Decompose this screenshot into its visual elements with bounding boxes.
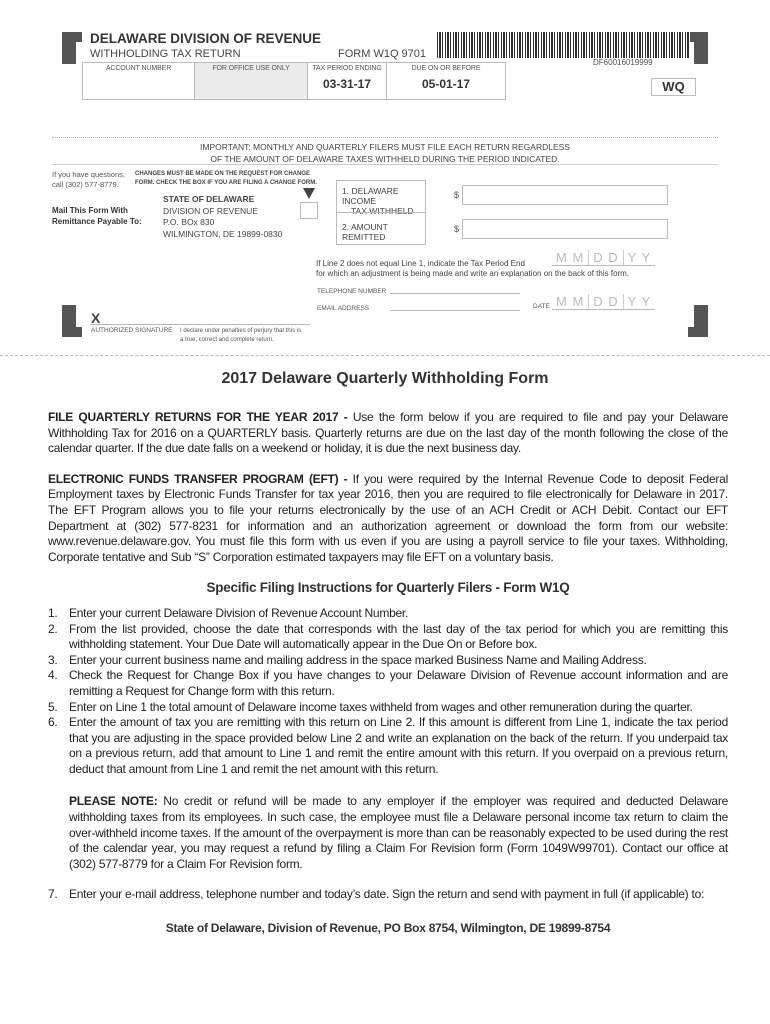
signature-x: X	[91, 310, 101, 326]
registration-mark-bl	[62, 327, 82, 337]
return-title: WITHHOLDING TAX RETURN	[90, 48, 241, 60]
arrow-down-icon	[303, 188, 315, 199]
cut-line	[0, 355, 770, 356]
important-line-2: OF THE AMOUNT OF DELAWARE TAXES WITHHELD DURING THE PERIOD INDICATED.	[210, 154, 560, 164]
divider	[52, 137, 718, 138]
list-item	[48, 887, 728, 903]
step-text: Check the Request for Change Box if you have changes to your Delaware Division of Revenue account information and are remitting a Request for Change form with this return.	[69, 668, 728, 698]
tax-period-value: 03-31-17	[322, 77, 372, 91]
changes-line-1: CHANGES MUST BE MADE ON THE REQUEST FOR CHANGE	[135, 171, 311, 177]
income-tax-withheld-input[interactable]	[462, 185, 668, 205]
line-2-label: 2. AMOUNT REMITTED	[342, 222, 388, 242]
list-item	[48, 715, 728, 777]
eft-paragraph	[48, 472, 728, 566]
mail-line-1: Mail This Form With	[52, 206, 128, 215]
signature-label: AUTHORIZED SIGNATURE	[91, 327, 173, 334]
telephone-input[interactable]	[390, 293, 520, 294]
year-field: Y Y	[627, 250, 652, 265]
due-date-label: DUE ON OR BEFORE	[411, 65, 481, 72]
instructions-body	[48, 410, 728, 937]
form-id: FORM W1Q 9701	[338, 48, 427, 60]
adjustment-line-1: If Line 2 does not equal Line 1, indicate the Tax Period End	[316, 259, 525, 268]
address-line: DIVISION OF REVENUE	[163, 205, 258, 216]
questions-text	[52, 170, 125, 190]
day-field: D D	[589, 250, 623, 265]
office-use-box	[194, 62, 308, 100]
dollar-sign: $	[454, 190, 460, 200]
step-text: From the list provided, choose the date that corresponds with the last day of the tax period for which you are remitting this withholding statement. Your Due Date will automatically appear in the Due On or Before box.	[69, 621, 728, 652]
account-number-field[interactable]	[82, 62, 195, 100]
line-1-label-box	[336, 180, 426, 216]
address-line: P.O. BOx 830	[163, 217, 215, 227]
important-line-1: IMPORTANT: MONTHLY AND QUARTERLY FILERS MUST FILE EACH RETURN REGARDLESS	[200, 142, 570, 152]
declaration-line-1: I declare under penalties of perjury that this is	[180, 328, 302, 334]
important-notice	[52, 141, 718, 165]
change-form-checkbox[interactable]	[300, 202, 318, 219]
step-number: 2.	[48, 621, 58, 636]
step-number: 4.	[48, 668, 58, 683]
email-label: EMAIL ADDRESS	[317, 305, 370, 312]
questions-line: If you have questions,	[52, 170, 125, 179]
step-number: 5.	[48, 699, 58, 714]
month-field: M M	[552, 294, 589, 309]
instructions-title: 2017 Delaware Quarterly Withholding Form	[221, 370, 549, 387]
adjustment-period-input[interactable]	[552, 250, 655, 266]
note-text: No credit or refund will be made to any employer if the employer was required and deducted Delaware withholding taxes from its employees. In such case, the employee must file a Delaware personal income tax return to claim the over-withheld income taxes. If the amount of the overpayment is more than can be reasonably expected to be used during the rest of the calendar year, you may request a refund by filing a Claim For Revision form (Form 1049W99701). Contact our office at (302) 577-8779 for a Claim For Revision form.	[69, 794, 728, 871]
step-number: 1.	[48, 605, 58, 620]
month-field: M M	[552, 250, 589, 265]
day-field: D D	[589, 294, 623, 309]
registration-mark-tl	[62, 32, 82, 42]
form-code-box	[651, 78, 696, 96]
step-text: Enter your e-mail address, telephone number and today’s date. Sign the return and send with payment in full (if applicable) to:	[69, 887, 705, 902]
please-note	[48, 794, 728, 872]
list-item	[48, 622, 728, 653]
steps-list	[48, 606, 728, 778]
step-number: 3.	[48, 652, 58, 667]
line-2-label-box	[336, 212, 426, 245]
signature-input[interactable]	[90, 324, 310, 325]
steps-list	[48, 887, 728, 903]
mail-line-2: Remittance Payable To:	[52, 217, 142, 226]
step-text: Enter on Line 1 the total amount of Delaware income taxes withheld from wages and other remuneration during the quarter.	[69, 699, 693, 714]
signature-date-input[interactable]	[552, 294, 655, 310]
year-field: Y Y	[627, 294, 652, 309]
list-item	[48, 653, 728, 669]
tax-period-box	[307, 62, 387, 100]
eft-heading: ELECTRONIC FUNDS TRANSFER PROGRAM (EFT) -	[48, 471, 348, 486]
address-line: WILMINGTON, DE 19899-0830	[163, 228, 283, 239]
amount-remitted-input[interactable]	[462, 219, 668, 239]
quarterly-paragraph	[48, 410, 728, 457]
step-text: Enter your current business name and mailing address in the space marked Business Name and Mailing Address.	[69, 652, 647, 667]
declaration-line-2: a true, correct and complete return.	[180, 336, 274, 343]
registration-mark-br	[688, 327, 708, 337]
agency-title: DELAWARE DIVISION OF REVENUE	[90, 31, 322, 46]
divider	[52, 164, 718, 165]
list-item	[48, 668, 728, 699]
filing-instructions-title: Specific Filing Instructions for Quarterly Filers - Form W1Q	[206, 580, 570, 596]
account-number-label: ACCOUNT NUMBER	[105, 65, 172, 72]
list-item	[48, 700, 728, 716]
barcode-code: DF60016019999	[593, 58, 653, 67]
note-heading: PLEASE NOTE:	[69, 794, 158, 809]
mailing-address	[163, 194, 282, 240]
step-number: 7.	[48, 887, 58, 902]
changes-line-2: FORM. CHECK THE BOX IF YOU ARE FILING A CHANGE FORM.	[135, 180, 317, 186]
form-code: WQ	[662, 79, 685, 94]
step-text: Enter your current Delaware Division of Revenue Account Number.	[69, 605, 409, 620]
list-item	[48, 606, 728, 622]
mailing-address-footer: State of Delaware, Division of Revenue, PO Box 8754, Wilmington, DE 19899-8754	[165, 921, 611, 936]
questions-phone: call (302) 577-8779.	[52, 180, 119, 189]
due-date-box	[386, 62, 506, 100]
mail-label	[52, 205, 142, 227]
dollar-sign: $	[454, 224, 460, 234]
adjustment-line-2: for which an adjustment is being made and write an explanation on the back of this form.	[316, 269, 630, 278]
email-input[interactable]	[390, 310, 520, 311]
barcode	[437, 32, 690, 58]
eft-text: If you were required by the Internal Revenue Code to deposit Federal Employment taxes by Electronic Funds Transfer for tax year 2016, then you are required to file electronically for Delaware in 2017. The EFT Program allows you to file your returns electronically by the use of an ACH Credit or ACH Debit. Contact our EFT Department at (302) 577-8231 for information and an authorization agreement or download the form from our website: www.revenue.delaware.gov. You must file this form with us even if you are using a payroll service to file your taxes. Withholding, Corporate tentative and Sub “S” Corporation estimated taxpayers may file EFT on a voluntary basis.	[48, 471, 728, 564]
date-label: DATE	[533, 303, 550, 310]
line-1-label: 1. DELAWARE INCOME	[342, 186, 399, 206]
declaration	[180, 327, 301, 344]
line-1-label-2: TAX WITHHELD	[351, 206, 414, 216]
step-text: Enter the amount of tax you are remitting with this return on Line 2. If this amount is different from Line 1, indicate the tax period that you are adjusting in the space provided below Line 2 and write an explanation on the back of the return. If you underpaid tax on a previous return, add that amount to Line 1 and remit the entire amount with this return. If you overpaid on a previous return, deduct that amount from Line 1 and remit the net amount with this return.	[69, 715, 728, 776]
quarterly-text: Use the form below if you are required to file and pay your Delaware Withholding Tax for 2016 on a QUARTERLY basis. Quarterly returns are due on the last day of the month following the close of the calendar quarter. If the due date falls on a weekend or holiday, it is due the next business day.	[48, 410, 728, 456]
registration-mark-tr	[688, 32, 708, 42]
changes-text	[135, 170, 317, 188]
tax-period-label: TAX PERIOD ENDING	[312, 65, 382, 72]
office-use-label: FOR OFFICE USE ONLY	[212, 65, 290, 72]
due-date-value: 05-01-17	[421, 77, 471, 91]
step-number: 6.	[48, 715, 58, 730]
address-line: STATE OF DELAWARE	[163, 194, 255, 204]
quarterly-heading: FILE QUARTERLY RETURNS FOR THE YEAR 2017 -	[48, 410, 348, 424]
telephone-label: TELEPHONE NUMBER	[317, 288, 387, 295]
